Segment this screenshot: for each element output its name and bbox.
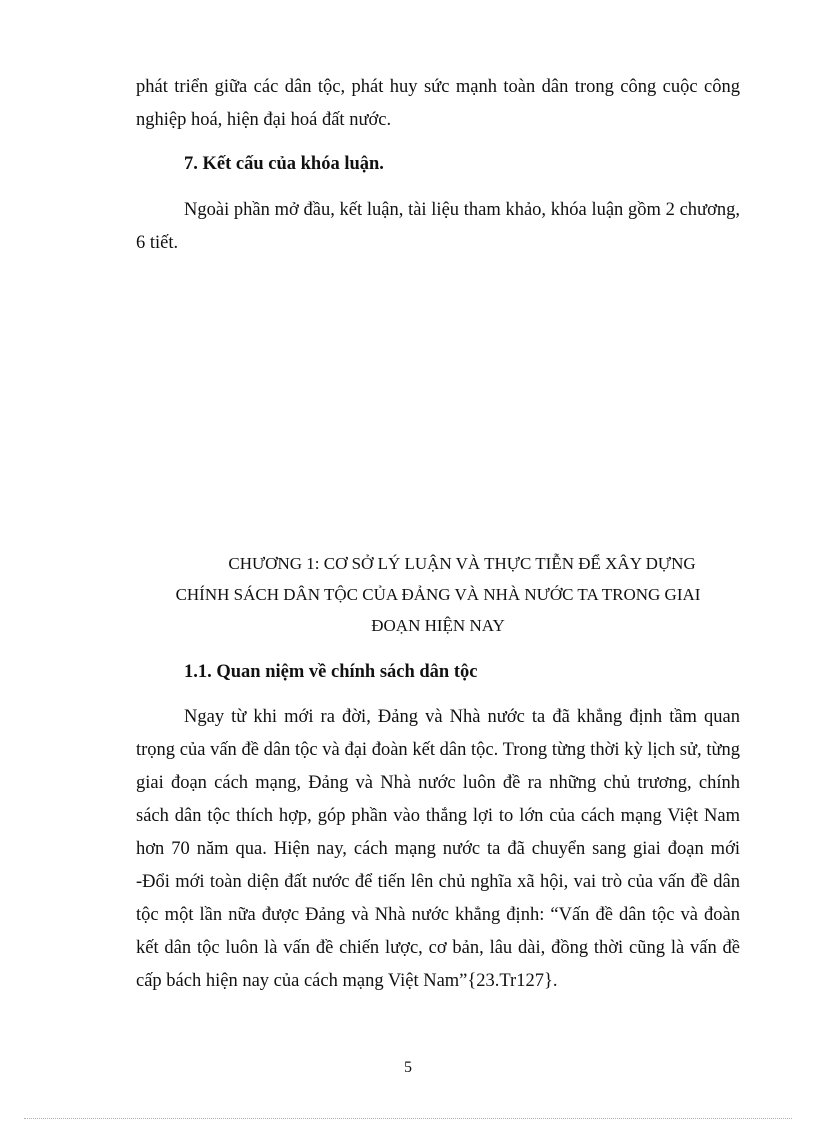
- page-number: 5: [404, 1059, 412, 1076]
- section-7-heading: 7. Kết cấu của khóa luận.: [184, 154, 384, 174]
- section-1-1-paragraph: Ngay từ khi mới ra đời, Đảng và Nhà nước ta đã khẳng định tầm quan trọng của vấn đề dân tộc và đại đoàn kết dân tộc. Trong từng thời kỳ lịch sử, từng giai đoạn cách mạng, Đảng và Nhà nước luôn đề ra những chủ trương, chính sách dân tộc thích hợp, góp phần vào thắng lợi to lớn của cách mạng Việt Nam hơn 70 năm qua. Hiện nay, cách mạng nước ta đã chuyển sang giai đoạn mới -Đổi mới toàn diện đất nước để tiến lên chủ nghĩa xã hội, vai trò của vấn đề dân tộc một lần nữa được Đảng và Nhà nước khẳng định: “Vấn đề dân tộc và đoàn kết dân tộc luôn là vấn đề chiến lược, cơ bản, lâu dài, đồng thời cũng là vấn đề cấp bách hiện nay của cách mạng Việt Nam”{23.Tr127}.: [136, 707, 740, 991]
- section-1-1-heading: 1.1. Quan niệm về chính sách dân tộc: [184, 662, 478, 682]
- page-bottom-divider: [24, 1118, 792, 1119]
- chapter-title-line-3: ĐOẠN HIỆN NAY: [371, 616, 505, 635]
- chapter-title-line-2: CHÍNH SÁCH DÂN TỘC CỦA ĐẢNG VÀ NHÀ NƯỚC TA TRONG GIAI: [175, 585, 701, 604]
- section-7-paragraph: Ngoài phần mở đầu, kết luận, tài liệu tham khảo, khóa luận gồm 2 chương, 6 tiết.: [136, 200, 740, 253]
- chapter-title: [136, 548, 740, 641]
- top-paragraph: phát triển giữa các dân tộc, phát huy sức mạnh toàn dân trong công cuộc công nghiệp hoá, hiện đại hoá đất nước.: [136, 77, 740, 130]
- chapter-title-line-1: CHƯƠNG 1: CƠ SỞ LÝ LUẬN VÀ THỰC TIỄN ĐỂ XÂY DỰNG: [228, 554, 696, 573]
